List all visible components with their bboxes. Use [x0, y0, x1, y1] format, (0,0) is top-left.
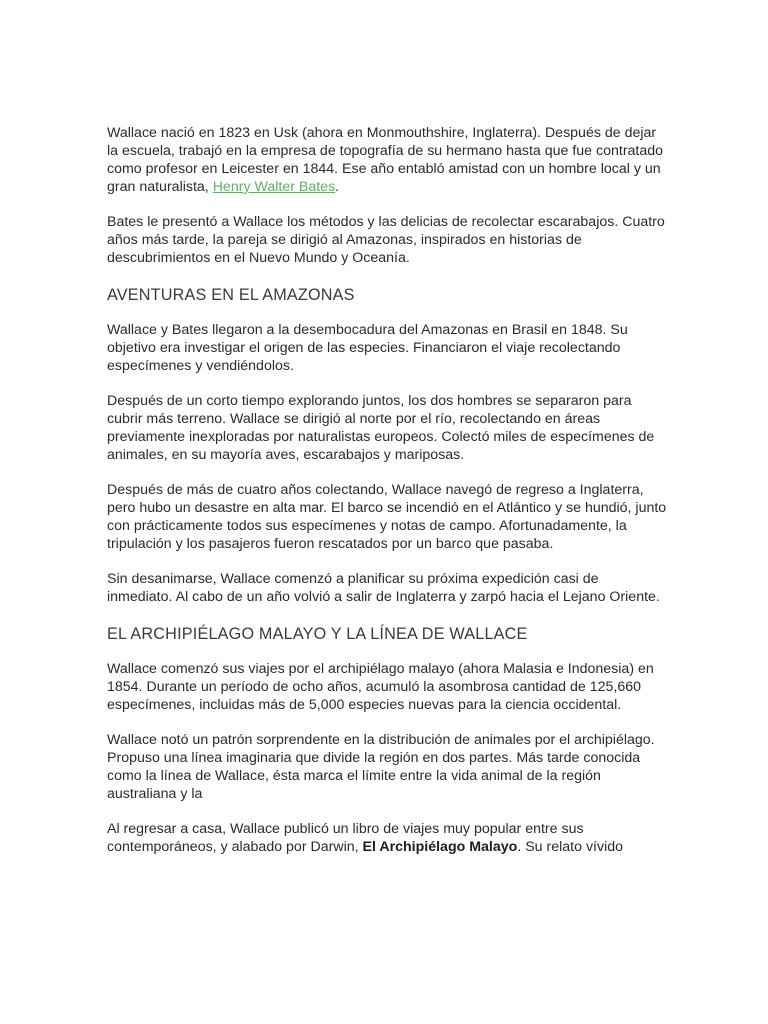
- henry-walter-bates-link[interactable]: Henry Walter Bates: [212, 179, 336, 195]
- paragraph-book-text: Al regresar a casa, Wallace publicó un libro de viajes muy popular entre sus contemporáneos, y alabado por Darwin,: [107, 821, 584, 855]
- book-title: El Archipiélago Malayo: [362, 839, 518, 855]
- paragraph-wallace-line: Wallace notó un patrón sorprendente en la distribución de animales por el archipiélago. Propuso una línea imaginaria que divide la región en dos partes. Más tarde conocida como la línea de Wallace, ésta marca el límite entre la vida animal de la región australiana y la: [107, 732, 655, 802]
- paragraph-malay-travels: Wallace comenzó sus viajes por el archipiélago malayo (ahora Malasia e Indonesia) en 1854. Durante un período de ocho años, acumuló la asombrosa cantidad de 125,660 especímenes, incluidas más de 5,000 especies nuevas para la ciencia occidental.: [107, 661, 654, 713]
- paragraph-book: [107, 820, 667, 856]
- heading-malay-archipelago: EL ARCHIPIÉLAGO MALAYO Y LA LÍNEA DE WALLACE: [107, 625, 528, 643]
- paragraph-early-life: [107, 124, 667, 196]
- paragraph-beetles: Bates le presentó a Wallace los métodos y las delicias de recolectar escarabajos. Cuatro años más tarde, la pareja se dirigió al Amazonas, inspirados en historias de descubrimientos en el Nuevo Mundo y Oceanía.: [107, 214, 665, 266]
- paragraph-early-life-end: .: [335, 179, 340, 195]
- paragraph-early-life-text: Wallace nació en 1823 en Usk (ahora en Monmouthshire, Inglaterra). Después de dejar la escuela, trabajó en la empresa de topografía de su hermano hasta que fue contratado como profesor en Leicester en 1844. Ese año entabló amistad con un hombre local y un gran naturalista,: [107, 125, 664, 195]
- paragraph-book-end: . Su relato vívido: [517, 839, 624, 855]
- heading-amazon-adventures: AVENTURAS EN EL AMAZONAS: [107, 286, 355, 304]
- paragraph-next-expedition: Sin desanimarse, Wallace comenzó a planificar su próxima expedición casi de inmediato. Al cabo de un año volvió a salir de Inglaterra y zarpó hacia el Lejano Oriente.: [107, 571, 660, 605]
- paragraph-separation: Después de un corto tiempo explorando juntos, los dos hombres se separaron para cubrir más terreno. Wallace se dirigió al norte por el río, recolectando en áreas previamente inexploradas por naturalistas europeos. Colectó miles de especímenes de animales, en su mayoría aves, escarabajos y mariposas.: [107, 393, 655, 463]
- paragraph-amazon-arrival: Wallace y Bates llegaron a la desembocadura del Amazonas en Brasil en 1848. Su objetivo era investigar el origen de las especies. Financiaron el viaje recolectando especímenes y vendiéndolos.: [107, 322, 628, 374]
- paragraph-shipwreck: Después de más de cuatro años colectando, Wallace navegó de regreso a Inglaterra, pero hubo un desastre en alta mar. El barco se incendió en el Atlántico y se hundió, junto con prácticamente todos sus especímenes y notas de campo. Afortunadamente, la tripulación y los pasajeros fueron rescatados por un barco que pasaba.: [107, 482, 667, 552]
